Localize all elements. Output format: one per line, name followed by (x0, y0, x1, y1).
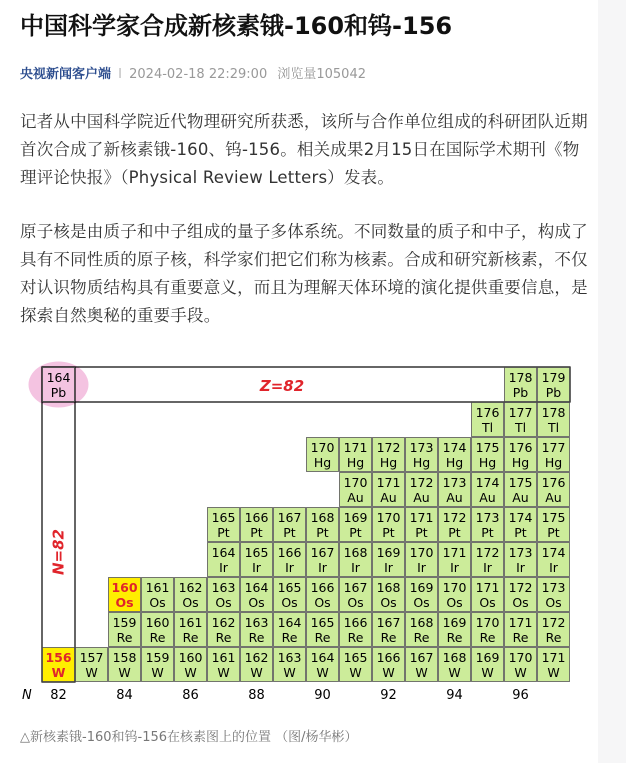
nuclide-mass-171Au: 171 (376, 475, 401, 490)
nuclide-mass-165Re: 165 (310, 615, 335, 630)
nuclide-mass-176Hg: 176 (508, 440, 533, 455)
nuclide-mass-175Pt: 175 (541, 510, 566, 525)
nuclide-symbol-160W: W (184, 665, 197, 680)
nuclide-mass-172Os: 172 (508, 580, 533, 595)
nuclide-mass-168W: 168 (442, 650, 467, 665)
nuclide-mass-166Re: 166 (343, 615, 368, 630)
nuclide-symbol-164W: W (316, 665, 329, 680)
nuclide-symbol-161Os: Os (149, 595, 166, 610)
z82-row-frame (42, 367, 570, 402)
nuclide-chart-figure (20, 358, 582, 710)
nuclide-mass-170Hg: 170 (310, 440, 335, 455)
nuclide-mass-164W: 164 (310, 650, 335, 665)
nuclide-symbol-174Pt: Pt (514, 525, 527, 540)
x-tick-label-88: 88 (248, 688, 265, 703)
nuclide-mass-158W: 158 (112, 650, 137, 665)
nuclide-symbol-162Os: Os (182, 595, 199, 610)
nuclide-symbol-159Re: Re (116, 630, 133, 645)
nuclide-symbol-170W: W (514, 665, 527, 680)
nuclide-symbol-173Ir: Ir (516, 560, 525, 575)
nuclide-mass-169Re: 169 (442, 615, 467, 630)
nuclide-mass-177Hg: 177 (541, 440, 566, 455)
nuclide-symbol-174Ir: Ir (549, 560, 558, 575)
nuclide-mass-172Pt: 172 (442, 510, 467, 525)
nuclide-mass-170Ir: 170 (409, 545, 434, 560)
nuclide-mass-173Ir: 173 (508, 545, 533, 560)
nuclide-mass-170Au: 170 (343, 475, 368, 490)
nuclide-symbol-170Re: Re (479, 630, 496, 645)
nuclide-mass-166Os: 166 (310, 580, 335, 595)
nuclide-symbol-172Ir: Ir (483, 560, 492, 575)
nuclide-symbol-172Hg: Hg (379, 455, 398, 470)
nuclide-mass-163Os: 163 (211, 580, 236, 595)
nuclide-mass-166W: 166 (376, 650, 401, 665)
nuclide-symbol-168W: W (448, 665, 461, 680)
figure-caption: △新核素锇-160和钨-156在核素图上的位置 （图/杨华彬） (20, 730, 358, 745)
x-tick-label-86: 86 (182, 688, 199, 703)
x-tick-label-96: 96 (512, 688, 529, 703)
nuclide-symbol-173Pt: Pt (481, 525, 494, 540)
nuclide-symbol-166Ir: Ir (285, 560, 294, 575)
nuclide-symbol-163Re: Re (248, 630, 265, 645)
nuclide-symbol-170Os: Os (446, 595, 463, 610)
nuclide-mass-175Hg: 175 (475, 440, 500, 455)
nuclide-mass-170W: 170 (508, 650, 533, 665)
x-tick-label-90: 90 (314, 688, 331, 703)
nuclide-mass-159W: 159 (145, 650, 170, 665)
nuclide-symbol-175Au: Au (512, 490, 529, 505)
nuclide-symbol-172Os: Os (512, 595, 529, 610)
nuclide-symbol-157W: W (85, 665, 98, 680)
nuclide-symbol-171Re: Re (512, 630, 529, 645)
meta-separator: I (118, 67, 122, 82)
nuclide-mass-173Au: 173 (442, 475, 467, 490)
nuclide-mass-169W: 169 (475, 650, 500, 665)
nuclide-symbol-160Re: Re (149, 630, 166, 645)
nuclide-symbol-165Ir: Ir (252, 560, 261, 575)
nuclide-mass-162W: 162 (244, 650, 269, 665)
nuclide-symbol-166Re: Re (347, 630, 364, 645)
nuclide-mass-168Re: 168 (409, 615, 434, 630)
nuclide-symbol-158W: W (118, 665, 131, 680)
nuclide-symbol-169Pt: Pt (349, 525, 362, 540)
nuclide-mass-164Os: 164 (244, 580, 269, 595)
nuclide-mass-172Ir: 172 (475, 545, 500, 560)
nuclide-mass-160Os: 160 (111, 580, 138, 595)
nuclide-symbol-165Os: Os (281, 595, 298, 610)
nuclide-symbol-164Pb: Pb (50, 385, 67, 400)
nuclide-mass-162Re: 162 (211, 615, 236, 630)
nuclide-mass-172Hg: 172 (376, 440, 401, 455)
nuclide-mass-168Pt: 168 (310, 510, 335, 525)
nuclide-symbol-172Au: Au (413, 490, 430, 505)
nuclide-symbol-173Hg: Hg (412, 455, 431, 470)
nuclide-symbol-171Ir: Ir (450, 560, 459, 575)
nuclide-mass-159Re: 159 (112, 615, 137, 630)
nuclide-mass-169Os: 169 (409, 580, 434, 595)
nuclide-symbol-170Hg: Hg (313, 455, 332, 470)
nuclide-symbol-166W: W (382, 665, 395, 680)
nuclide-mass-171Hg: 171 (343, 440, 368, 455)
nuclide-mass-165Os: 165 (277, 580, 302, 595)
nuclide-mass-170Pt: 170 (376, 510, 401, 525)
nuclide-symbol-168Pt: Pt (316, 525, 329, 540)
nuclide-mass-174Hg: 174 (442, 440, 467, 455)
nuclide-symbol-160Os: Os (115, 595, 134, 610)
nuclide-symbol-165Re: Re (314, 630, 331, 645)
nuclide-mass-160Re: 160 (145, 615, 170, 630)
x-tick-label-94: 94 (446, 688, 463, 703)
nuclide-symbol-166Pt: Pt (250, 525, 263, 540)
nuclide-symbol-176Tl: Tl (481, 420, 494, 435)
nuclide-mass-167Os: 167 (343, 580, 368, 595)
nuclide-symbol-179Pb: Pb (545, 385, 562, 400)
nuclide-mass-176Tl: 176 (475, 405, 500, 420)
nuclide-mass-167Pt: 167 (277, 510, 302, 525)
nuclide-symbol-170Ir: Ir (417, 560, 426, 575)
nuclide-symbol-171W: W (547, 665, 560, 680)
nuclide-mass-173Os: 173 (541, 580, 566, 595)
publish-datetime: 2024-02-18 22:29:00 (129, 67, 268, 82)
nuclide-symbol-162W: W (250, 665, 263, 680)
paragraph-1: 记者从中国科学院近代物理研究所获悉，该所与合作单位组成的科研团队近期首次合成了新核素锇-160、钨-156。相关成果2月15日在国际学术期刊《物理评论快报》（Physical Review Letters）发表。 (20, 112, 588, 187)
nuclide-mass-175Au: 175 (508, 475, 533, 490)
nuclide-symbol-170Pt: Pt (382, 525, 395, 540)
nuclide-mass-169Ir: 169 (376, 545, 401, 560)
nuclide-mass-165Pt: 165 (211, 510, 236, 525)
nuclide-symbol-167Ir: Ir (318, 560, 327, 575)
nuclide-mass-164Re: 164 (277, 615, 302, 630)
nuclide-symbol-171Os: Os (479, 595, 496, 610)
nuclide-symbol-166Os: Os (314, 595, 331, 610)
nuclide-mass-157W: 157 (79, 650, 104, 665)
nuclide-symbol-170Au: Au (347, 490, 364, 505)
nuclide-symbol-172Re: Re (545, 630, 562, 645)
n82-label: N=82 (49, 529, 68, 575)
nuclide-symbol-177Hg: Hg (544, 455, 563, 470)
x-tick-label-92: 92 (380, 688, 397, 703)
nuclide-symbol-161W: W (217, 665, 230, 680)
nuclide-symbol-178Pb: Pb (512, 385, 529, 400)
nuclide-mass-167Re: 167 (376, 615, 401, 630)
nuclide-symbol-168Re: Re (413, 630, 430, 645)
nuclide-mass-166Pt: 166 (244, 510, 269, 525)
nuclide-mass-171Ir: 171 (442, 545, 467, 560)
nuclide-symbol-171Hg: Hg (346, 455, 365, 470)
n82-column-frame (42, 367, 75, 682)
article-title: 中国科学家合成新核素锇-160和钨-156 (20, 12, 453, 40)
nuclide-mass-169Pt: 169 (343, 510, 368, 525)
nuclide-mass-161Os: 161 (145, 580, 170, 595)
nuclide-mass-174Pt: 174 (508, 510, 533, 525)
nuclide-mass-178Tl: 178 (541, 405, 566, 420)
nuclide-symbol-173Au: Au (446, 490, 463, 505)
nuclide-mass-163Re: 163 (244, 615, 269, 630)
nuclide-symbol-167Re: Re (380, 630, 397, 645)
nuclide-mass-164Pb: 164 (46, 370, 71, 385)
nuclide-symbol-169W: W (481, 665, 494, 680)
nuclide-symbol-167W: W (415, 665, 428, 680)
nuclide-mass-167W: 167 (409, 650, 434, 665)
nuclide-symbol-174Hg: Hg (445, 455, 464, 470)
nuclide-mass-173Pt: 173 (475, 510, 500, 525)
nuclide-mass-160W: 160 (178, 650, 203, 665)
nuclide-mass-174Ir: 174 (541, 545, 566, 560)
nuclide-symbol-176Au: Au (545, 490, 562, 505)
nuclide-mass-177Tl: 177 (508, 405, 533, 420)
nuclide-mass-168Ir: 168 (343, 545, 368, 560)
nuclide-symbol-162Re: Re (215, 630, 232, 645)
nuclide-mass-170Os: 170 (442, 580, 467, 595)
nuclide-mass-178Pb: 178 (508, 370, 533, 385)
view-count: 浏览量105042 (277, 67, 366, 82)
nuclide-mass-174Au: 174 (475, 475, 500, 490)
nuclide-symbol-159W: W (151, 665, 164, 680)
nuclide-mass-176Au: 176 (541, 475, 566, 490)
nuclide-symbol-163W: W (283, 665, 296, 680)
nuclide-mass-172Au: 172 (409, 475, 434, 490)
nuclide-symbol-171Au: Au (380, 490, 397, 505)
nuclide-symbol-176Hg: Hg (511, 455, 530, 470)
nuclide-mass-164Ir: 164 (211, 545, 236, 560)
nuclide-mass-168Os: 168 (376, 580, 401, 595)
nuclide-symbol-167Pt: Pt (283, 525, 296, 540)
paragraph-2: 原子核是由质子和中子组成的量子多体系统。不同数量的质子和中子，构成了具有不同性质的原子核，科学家们把它们称为核素。合成和研究新核素，不仅对认识物质结构具有重要意义，而且为理解天体环境的演化提供重要信息，是探索自然奥秘的重要手段。 (20, 222, 588, 325)
nuclide-symbol-156W: W (51, 665, 66, 680)
nuclide-symbol-165W: W (349, 665, 362, 680)
nuclide-symbol-177Tl: Tl (514, 420, 527, 435)
nuclide-mass-167Ir: 167 (310, 545, 335, 560)
nuclide-symbol-175Hg: Hg (478, 455, 497, 470)
nuclide-mass-161Re: 161 (178, 615, 203, 630)
nuclide-mass-171Re: 171 (508, 615, 533, 630)
nuclide-symbol-164Re: Re (281, 630, 298, 645)
nuclide-mass-179Pb: 179 (541, 370, 566, 385)
nuclide-mass-165W: 165 (343, 650, 368, 665)
z82-label: Z=82 (259, 377, 305, 395)
nuclide-mass-171W: 171 (541, 650, 566, 665)
article-meta (20, 66, 366, 84)
nuclide-symbol-169Ir: Ir (384, 560, 393, 575)
nuclide-symbol-164Ir: Ir (219, 560, 228, 575)
nuclide-symbol-175Pt: Pt (547, 525, 560, 540)
nuclide-mass-165Ir: 165 (244, 545, 269, 560)
nuclide-mass-163W: 163 (277, 650, 302, 665)
nuclide-symbol-163Os: Os (215, 595, 232, 610)
nuclide-mass-171Pt: 171 (409, 510, 434, 525)
nuclide-symbol-164Os: Os (248, 595, 265, 610)
nuclide-symbol-173Os: Os (545, 595, 562, 610)
nuclide-mass-166Ir: 166 (277, 545, 302, 560)
x-axis-label: N (22, 688, 32, 703)
nuclide-symbol-165Pt: Pt (217, 525, 230, 540)
nuclide-mass-162Os: 162 (178, 580, 203, 595)
nuclide-symbol-178Tl: Tl (547, 420, 560, 435)
nuclide-symbol-167Os: Os (347, 595, 364, 610)
nuclide-symbol-169Re: Re (446, 630, 463, 645)
nuclide-symbol-161Re: Re (182, 630, 199, 645)
nuclide-symbol-168Os: Os (380, 595, 397, 610)
nuclide-chart (20, 358, 582, 710)
nuclide-symbol-171Pt: Pt (415, 525, 428, 540)
nuclide-symbol-174Au: Au (479, 490, 496, 505)
nuclide-mass-173Hg: 173 (409, 440, 434, 455)
nuclide-mass-156W: 156 (45, 650, 72, 665)
nuclide-mass-170Re: 170 (475, 615, 500, 630)
source-link[interactable]: 央视新闻客户端 (20, 67, 112, 82)
x-tick-label-82: 82 (50, 688, 67, 703)
nuclide-mass-171Os: 171 (475, 580, 500, 595)
nuclide-symbol-168Ir: Ir (351, 560, 360, 575)
nuclide-mass-161W: 161 (211, 650, 236, 665)
nuclide-symbol-172Pt: Pt (448, 525, 461, 540)
x-tick-label-84: 84 (116, 688, 133, 703)
nuclide-mass-172Re: 172 (541, 615, 566, 630)
nuclide-symbol-169Os: Os (413, 595, 430, 610)
